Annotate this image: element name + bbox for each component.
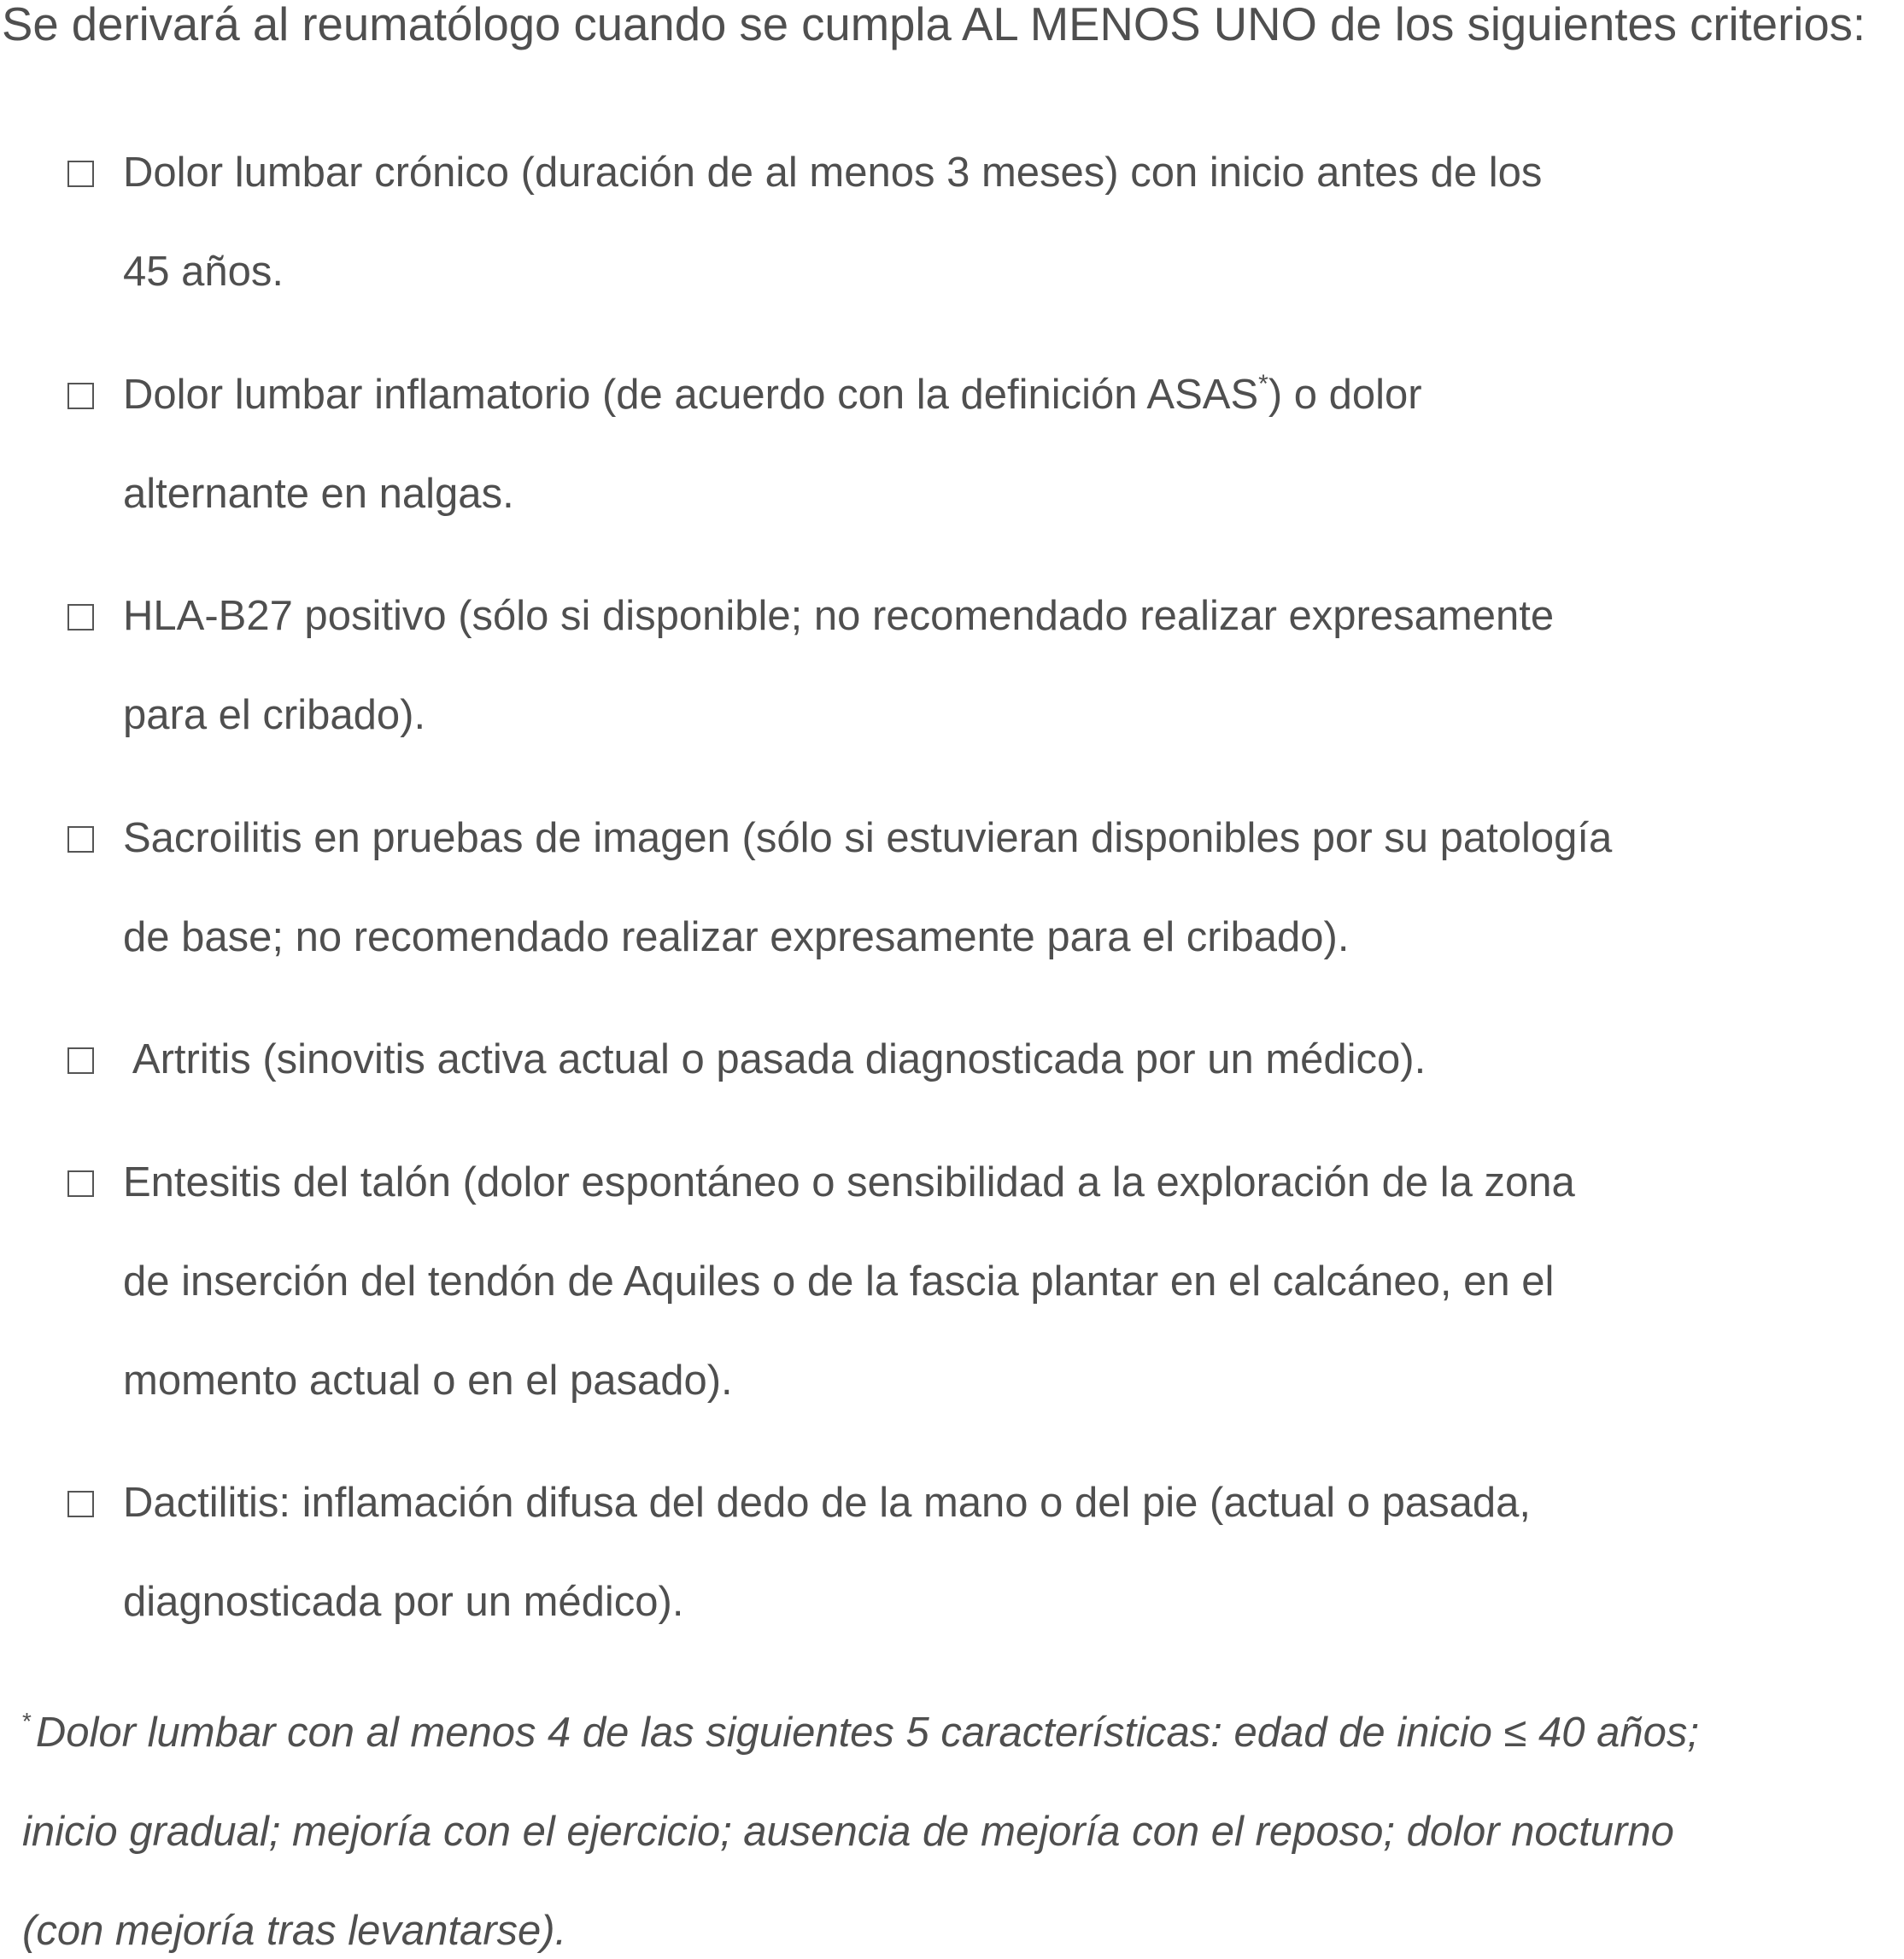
criterion-text-line: para el cribado). [123,692,426,738]
criterion-text-line: Artritis (sinovitis activa actual o pasada diagnosticada por un médico). [123,1036,1427,1082]
criterion-checkbox[interactable] [67,604,94,631]
criterion-text-line: Entesitis del talón (dolor espontáneo o sensibilidad a la exploración de la zona [123,1158,1575,1205]
criterion-item [0,814,1904,961]
criterion-text-line: Sacroilitis en pruebas de imagen (sólo si estuvieran disponibles por su patología [123,814,1613,861]
criterion-text-line [123,371,1904,419]
criteria-list [0,149,1904,1626]
criterion-checkbox[interactable] [67,161,94,187]
criterion-item [0,1479,1904,1626]
footnote-line [22,1709,1904,1757]
criterion-text-line: diagnosticada por un médico). [123,1579,684,1625]
criterion-text-line: de base; no recomendado realizar expresamente para el cribado). [123,913,1350,960]
footnote [0,1709,1904,1955]
criterion-checkbox[interactable] [67,1491,94,1517]
criterion-text-line: momento actual o en el pasado). [123,1357,733,1404]
criterion-text-line: alternante en nalgas. [123,470,514,517]
footnote-text-segment: Dolor lumbar con al menos 4 de las siguientes 5 características: edad de inicio ≤ 40 años; [35,1710,1700,1756]
criterion-item [0,1158,1904,1405]
criterion-checkbox[interactable] [67,826,94,853]
footnote-line: inicio gradual; mejoría con el ejercicio; ausencia de mejoría con el reposo; dolor nocturno [22,1809,1674,1855]
criterion-text-line: HLA-B27 positivo (sólo si disponible; no recomendado realizar expresamente [123,593,1555,639]
criterion-text-line: Dactilitis: inflamación difusa del dedo de la mano o del pie (actual o pasada, [123,1480,1531,1526]
criterion-checkbox[interactable] [67,383,94,409]
criterion-item [0,592,1904,739]
footnote-line: (con mejoría tras levantarse). [22,1908,567,1954]
criterion-text-line: de inserción del tendón de Aquiles o de la fascia plantar en el calcáneo, en el [123,1258,1555,1305]
criterion-item [0,149,1904,296]
criterion-checkbox[interactable] [67,1047,94,1074]
criterion-item [0,371,1904,518]
intro-text: Se derivará al reumatólogo cuando se cumpla AL MENOS UNO de los siguientes criterios: [2,0,1866,50]
criterion-item [0,1035,1904,1083]
criterion-checkbox[interactable] [67,1170,94,1197]
criterion-text-line: 45 años. [123,249,284,295]
footnote-marker: * [22,1708,32,1734]
criterion-text-segment: ) o dolor [1268,371,1422,418]
criterion-text-segment: Dolor lumbar inflamatorio (de acuerdo con la definición ASAS [123,371,1259,418]
criterion-text-line: Dolor lumbar crónico (duración de al menos 3 meses) con inicio antes de los [123,150,1543,196]
footnote-reference-mark: * [1258,369,1268,398]
